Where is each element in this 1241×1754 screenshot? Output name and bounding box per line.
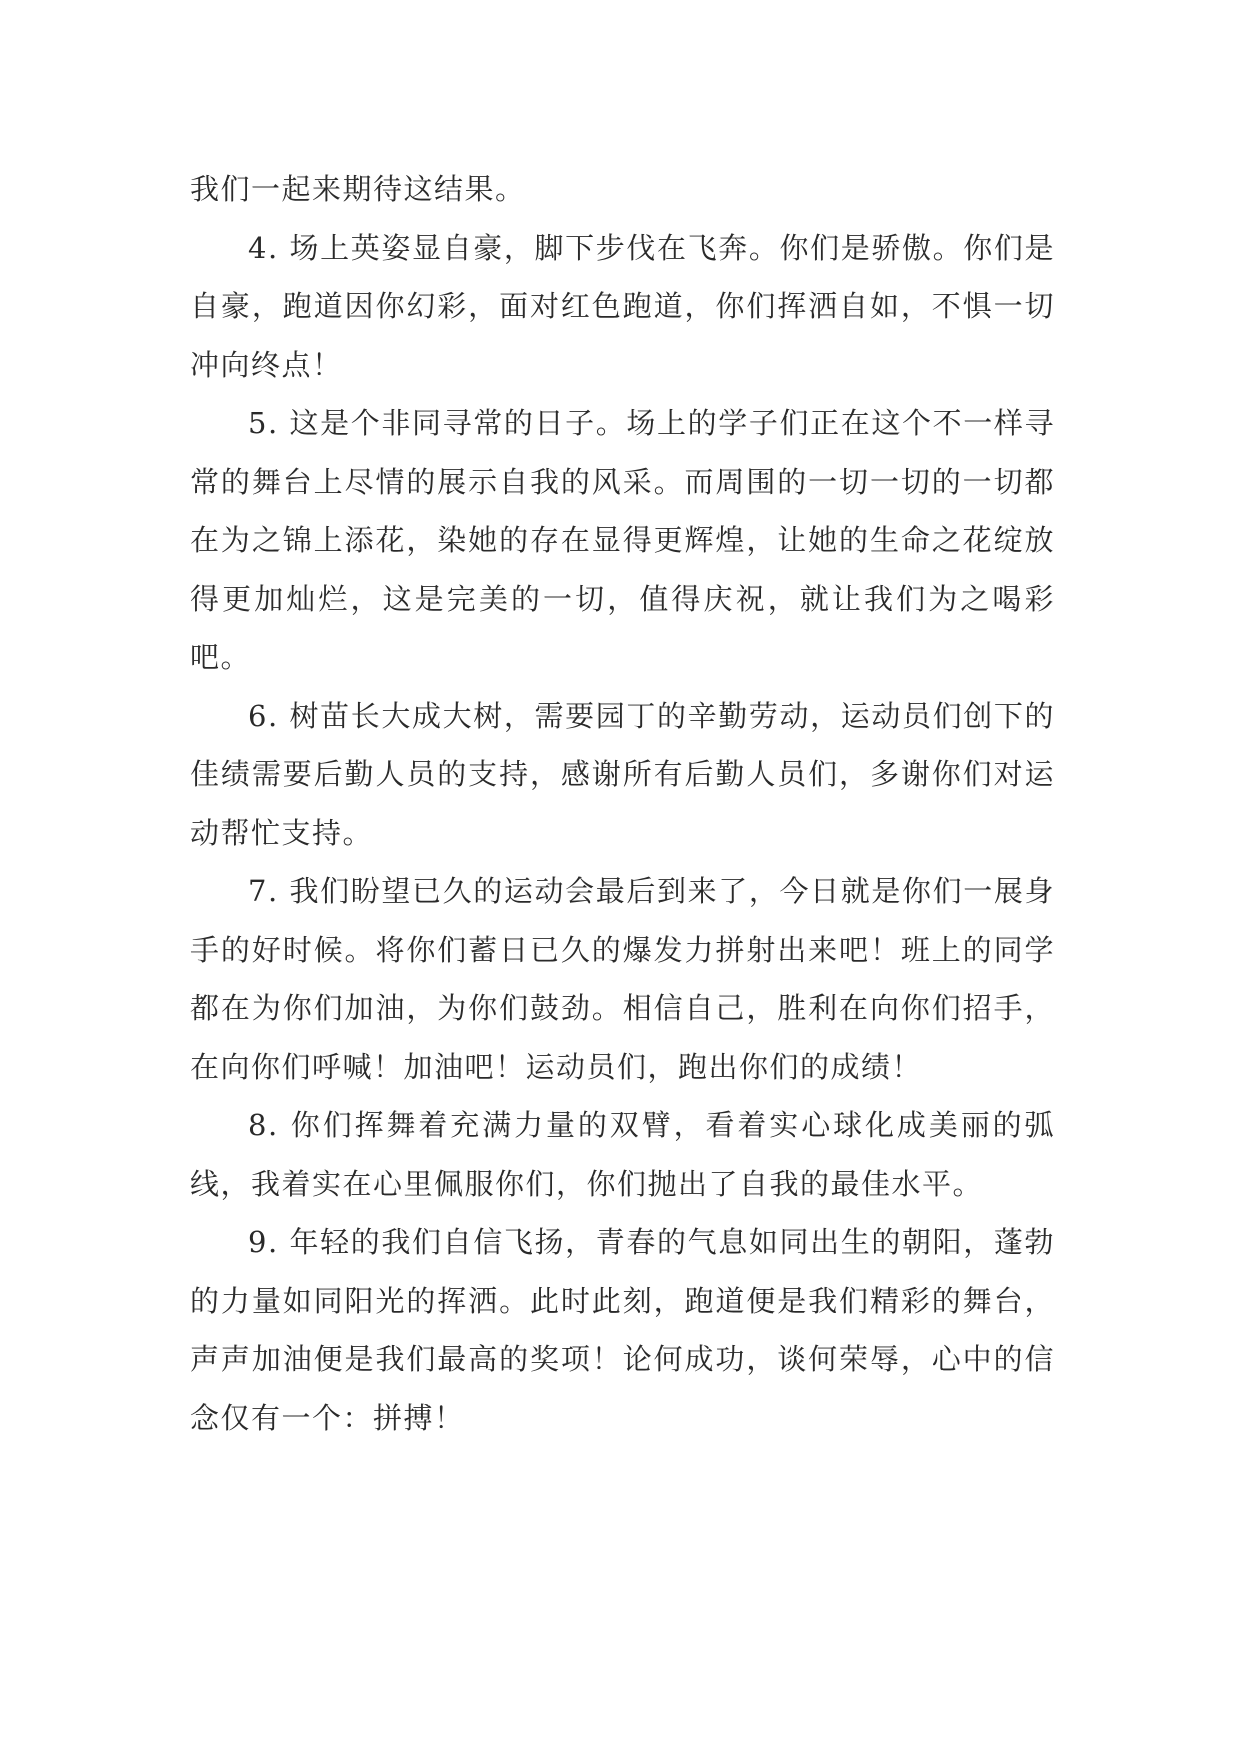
paragraph-item-8: 8. 你们挥舞着充满力量的双臂，看着实心球化成美丽的弧线，我着实在心里佩服你们，你们抛出了自我的最佳水平。 (190, 1108, 1055, 1201)
document-body (190, 160, 1055, 1447)
paragraph-item-4: 4. 场上英姿显自豪，脚下步伐在飞奔。你们是骄傲。你们是自豪，跑道因你幻彩，面对红色跑道，你们挥洒自如，不惧一切冲向终点！ (190, 230, 1055, 382)
paragraph-continued: 我们一起来期待这结果。 (190, 172, 526, 206)
paragraph-item-7: 7. 我们盼望已久的运动会最后到来了，今日就是你们一展身手的好时候。将你们蓄日已久的爆发力拼射出来吧！班上的同学都在为你们加油，为你们鼓劲。相信自己，胜利在向你们招手，在向你们呼喊！加油吧！运动员们，跑出你们的成绩！ (190, 874, 1055, 1084)
paragraph-item-6: 6. 树苗长大成大树，需要园丁的辛勤劳动，运动员们创下的佳绩需要后勤人员的支持，感谢所有后勤人员们，多谢你们对运动帮忙支持。 (190, 698, 1055, 850)
paragraph-item-9: 9. 年轻的我们自信飞扬，青春的气息如同出生的朝阳，蓬勃的力量如同阳光的挥洒。此时此刻，跑道便是我们精彩的舞台，声声加油便是我们最高的奖项！论何成功，谈何荣辱，心中的信念仅有一个：拼搏！ (190, 1225, 1055, 1435)
paragraph-item-5: 5. 这是个非同寻常的日子。场上的学子们正在这个不一样寻常的舞台上尽情的展示自我的风采。而周围的一切一切的一切都在为之锦上添花，染她的存在显得更辉煌，让她的生命之花绽放得更加灿烂，这是完美的一切，值得庆祝，就让我们为之喝彩吧。 (190, 406, 1055, 674)
